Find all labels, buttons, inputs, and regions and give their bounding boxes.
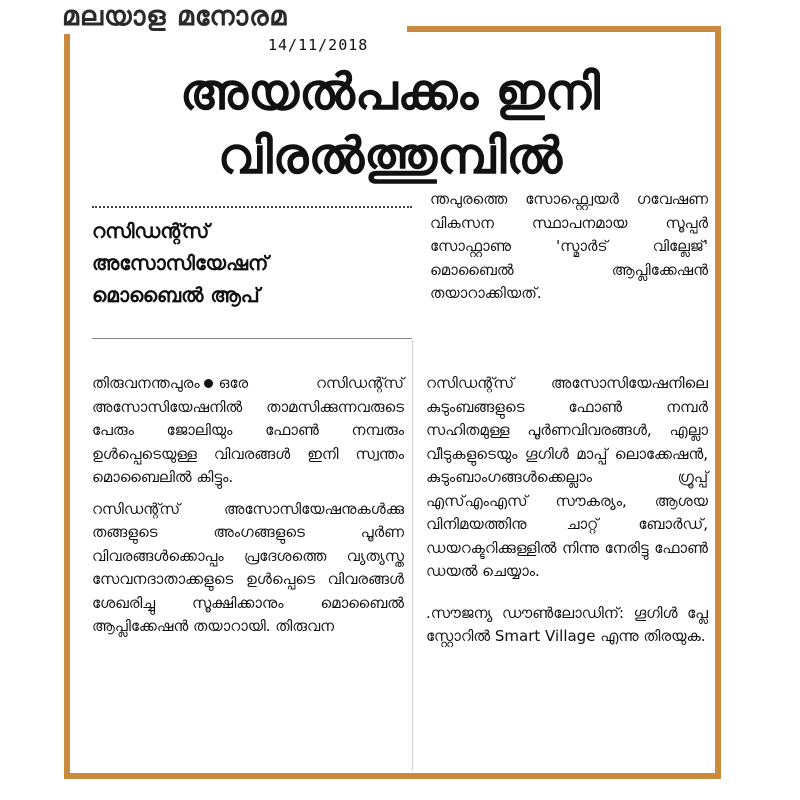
newspaper-masthead: മലയാള മനോരമ bbox=[58, 0, 407, 34]
subheadline-line-3: മൊബൈൽ ആപ് bbox=[92, 283, 260, 307]
right-body-column bbox=[426, 372, 708, 657]
left-paragraph-2: റസിഡന്റ്സ് അസോസിയേഷനുകൾക്കു തങ്ങളുടെ അംഗങ്ങളുടെ പൂർണ വിവരങ്ങൾക്കൊപ്പം പ്രദേശത്തെ വ്യത്യസ്ത സേവനദാതാക്കളുടെ ഉൾപ്പെടെ വിവരങ്ങൾ ശേഖരിച്ചു സൂക്ഷിക്കാനും മൊബൈൽ ആപ്ലിക്കേഷൻ തയാറായി. തിരുവന bbox=[92, 499, 404, 635]
dateline: തിരുവനന്തപുരം bbox=[92, 374, 200, 392]
bullet-dot bbox=[204, 379, 213, 388]
headline-line-2: വിരൽത്തുമ്പിൽ bbox=[217, 127, 563, 185]
right-paragraph-2: .സൗജന്യ ഡൗൺലോഡിന്: ഗൂഗിൾ പ്ലേ സ്റ്റോറിൽ Smart Village എന്നു തിരയുക. bbox=[426, 603, 708, 645]
subheadline-rule-bottom bbox=[92, 338, 412, 339]
top-right-paragraph: ന്തപുരത്തെ സോഫ്റ്റ്വെയർ ഗവേഷണ വികസന സ്ഥാപനമായ സൂപ്പർ സോഫ്റ്റാണു 'സ്മാർട് വില്ലേജ്' മൊബൈൽ ആപ്ലിക്കേഷൻ തയാറാക്കിയത്. bbox=[430, 190, 708, 302]
headline bbox=[90, 60, 690, 188]
headline-line-1: അയൽപക്കം ഇനി bbox=[180, 63, 600, 121]
subheadline-line-1: റസിഡന്റ്സ് bbox=[92, 219, 210, 243]
subheadline bbox=[92, 215, 412, 311]
column-divider bbox=[412, 340, 413, 770]
left-paragraph-1-text: ഒരേ റസിഡന്റ്സ് അസോസിയേഷനിൽ താമസിക്കുന്നവരുടെ പേരും ജോലിയും ഫോൺ നമ്പരും ഉൾപ്പെടെയുള്ള വിവരങ്ങൾ ഇനി സ്വന്തം മൊബൈലിൽ കിട്ടും. bbox=[92, 374, 404, 486]
top-right-column bbox=[430, 188, 708, 314]
left-body-column bbox=[92, 372, 404, 647]
left-paragraph-1 bbox=[92, 372, 404, 490]
right-paragraph-1: റസിഡന്റ്സ് അസോസിയേഷനിലെ കുടുംബങ്ങളുടെ ഫോൺ നമ്പർ സഹിതമുള്ള പൂർണവിവരങ്ങൾ, എല്ലാ വീടുകളുടെയും ഗൂഗിൾ മാപ്പ് ലൊക്കേഷൻ, കുടുംബാംഗങ്ങൾക്കെല്ലാം ഗ്രൂപ്പ് എസ്എംഎസ് സൗകര്യം, ആശയ വിനിമയത്തിനു ചാറ്റ് ബോർഡ്, ഡയറക്ടറിക്കുള്ളിൽ നിന്നു നേരിട്ടു ഫോൺ ഡയൽ ചെയ്യാം. bbox=[426, 374, 708, 580]
subheadline-line-2: അസോസിയേഷന് bbox=[92, 251, 269, 275]
publication-date: 14/11/2018 bbox=[268, 36, 369, 54]
dotted-rule-top bbox=[92, 206, 412, 208]
